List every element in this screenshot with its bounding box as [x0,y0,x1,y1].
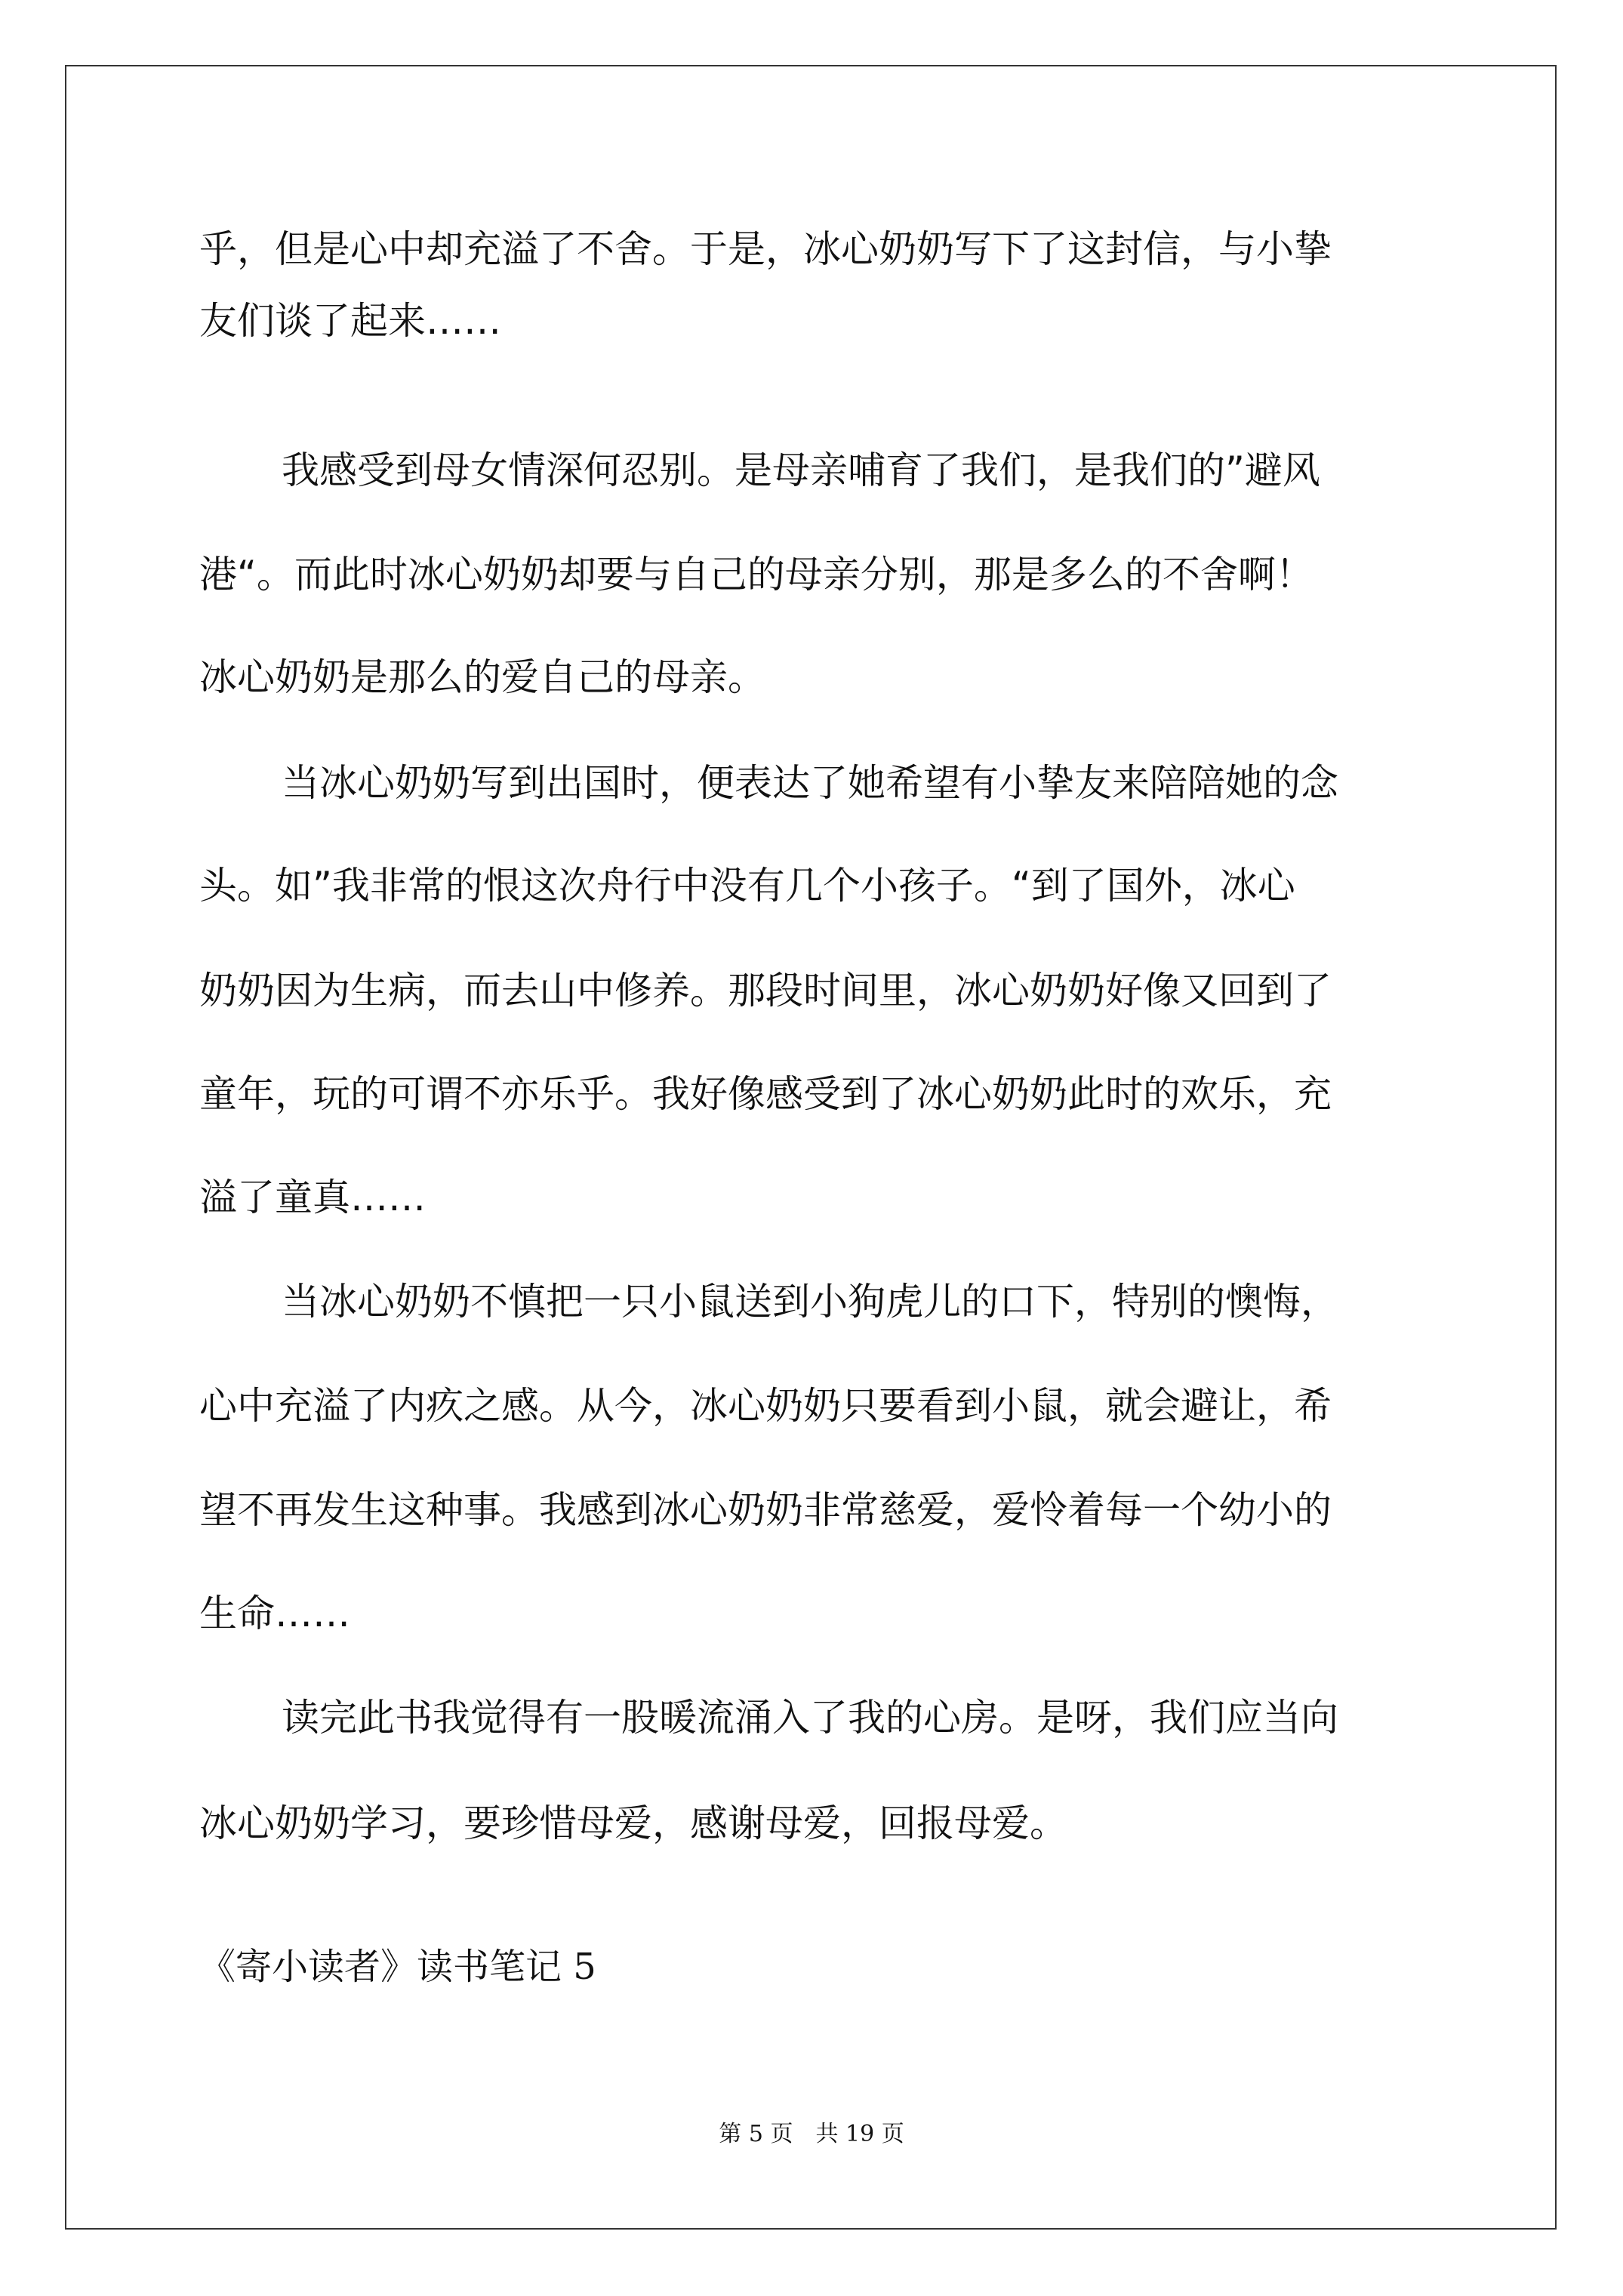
paragraph-line: 当冰心奶奶不慎把一只小鼠送到小狗虎儿的口下，特别的懊悔， [282,1280,1338,1324]
paragraph-line: 港“。而此时冰心奶奶却要与自己的母亲分别，那是多么的不舍啊！ [199,553,1313,596]
paragraph-line: 童年，玩的可谓不亦乐乎。我好像感受到了冰心奶奶此时的欢乐，充 [199,1072,1332,1116]
paragraph-line: 溢了童真…… [199,1176,426,1219]
paragraph-line: 生命…… [199,1592,350,1635]
section-heading: 《寄小读者》读书笔记 5 [199,1946,596,1988]
paragraph-line: 头。如”我非常的恨这次舟行中没有几个小孩子。“到了国外，冰心 [199,864,1295,908]
paragraph-line: 冰心奶奶学习，要珍惜母爱，感谢母爱，回报母爱。 [199,1801,1067,1845]
paragraph-line: 心中充溢了内疚之感。从今，冰心奶奶只要看到小鼠，就会避让，希 [199,1384,1332,1428]
paragraph-line: 奶奶因为生病，而去山中修养。那段时间里，冰心奶奶好像又回到了 [199,969,1332,1012]
paragraph-line: 乎，但是心中却充溢了不舍。于是，冰心奶奶写下了这封信，与小挚 [199,227,1332,271]
paragraph-line: 我感受到母女情深何忍别。是母亲哺育了我们，是我们的”避风 [282,448,1320,492]
page-number-footer: 第 5 页 共 19 页 [719,2121,904,2147]
page-border [65,65,1557,2230]
paragraph-line: 冰心奶奶是那么的爱自己的母亲。 [199,655,765,699]
paragraph-line: 当冰心奶奶写到出国时，便表达了她希望有小挚友来陪陪她的念 [282,761,1338,805]
paragraph-line: 望不再发生这种事。我感到冰心奶奶非常慈爱，爱怜着每一个幼小的 [199,1488,1332,1532]
paragraph-line: 读完此书我觉得有一股暖流涌入了我的心房。是呀，我们应当向 [282,1696,1338,1740]
paragraph-line: 友们谈了起来…… [199,299,501,343]
